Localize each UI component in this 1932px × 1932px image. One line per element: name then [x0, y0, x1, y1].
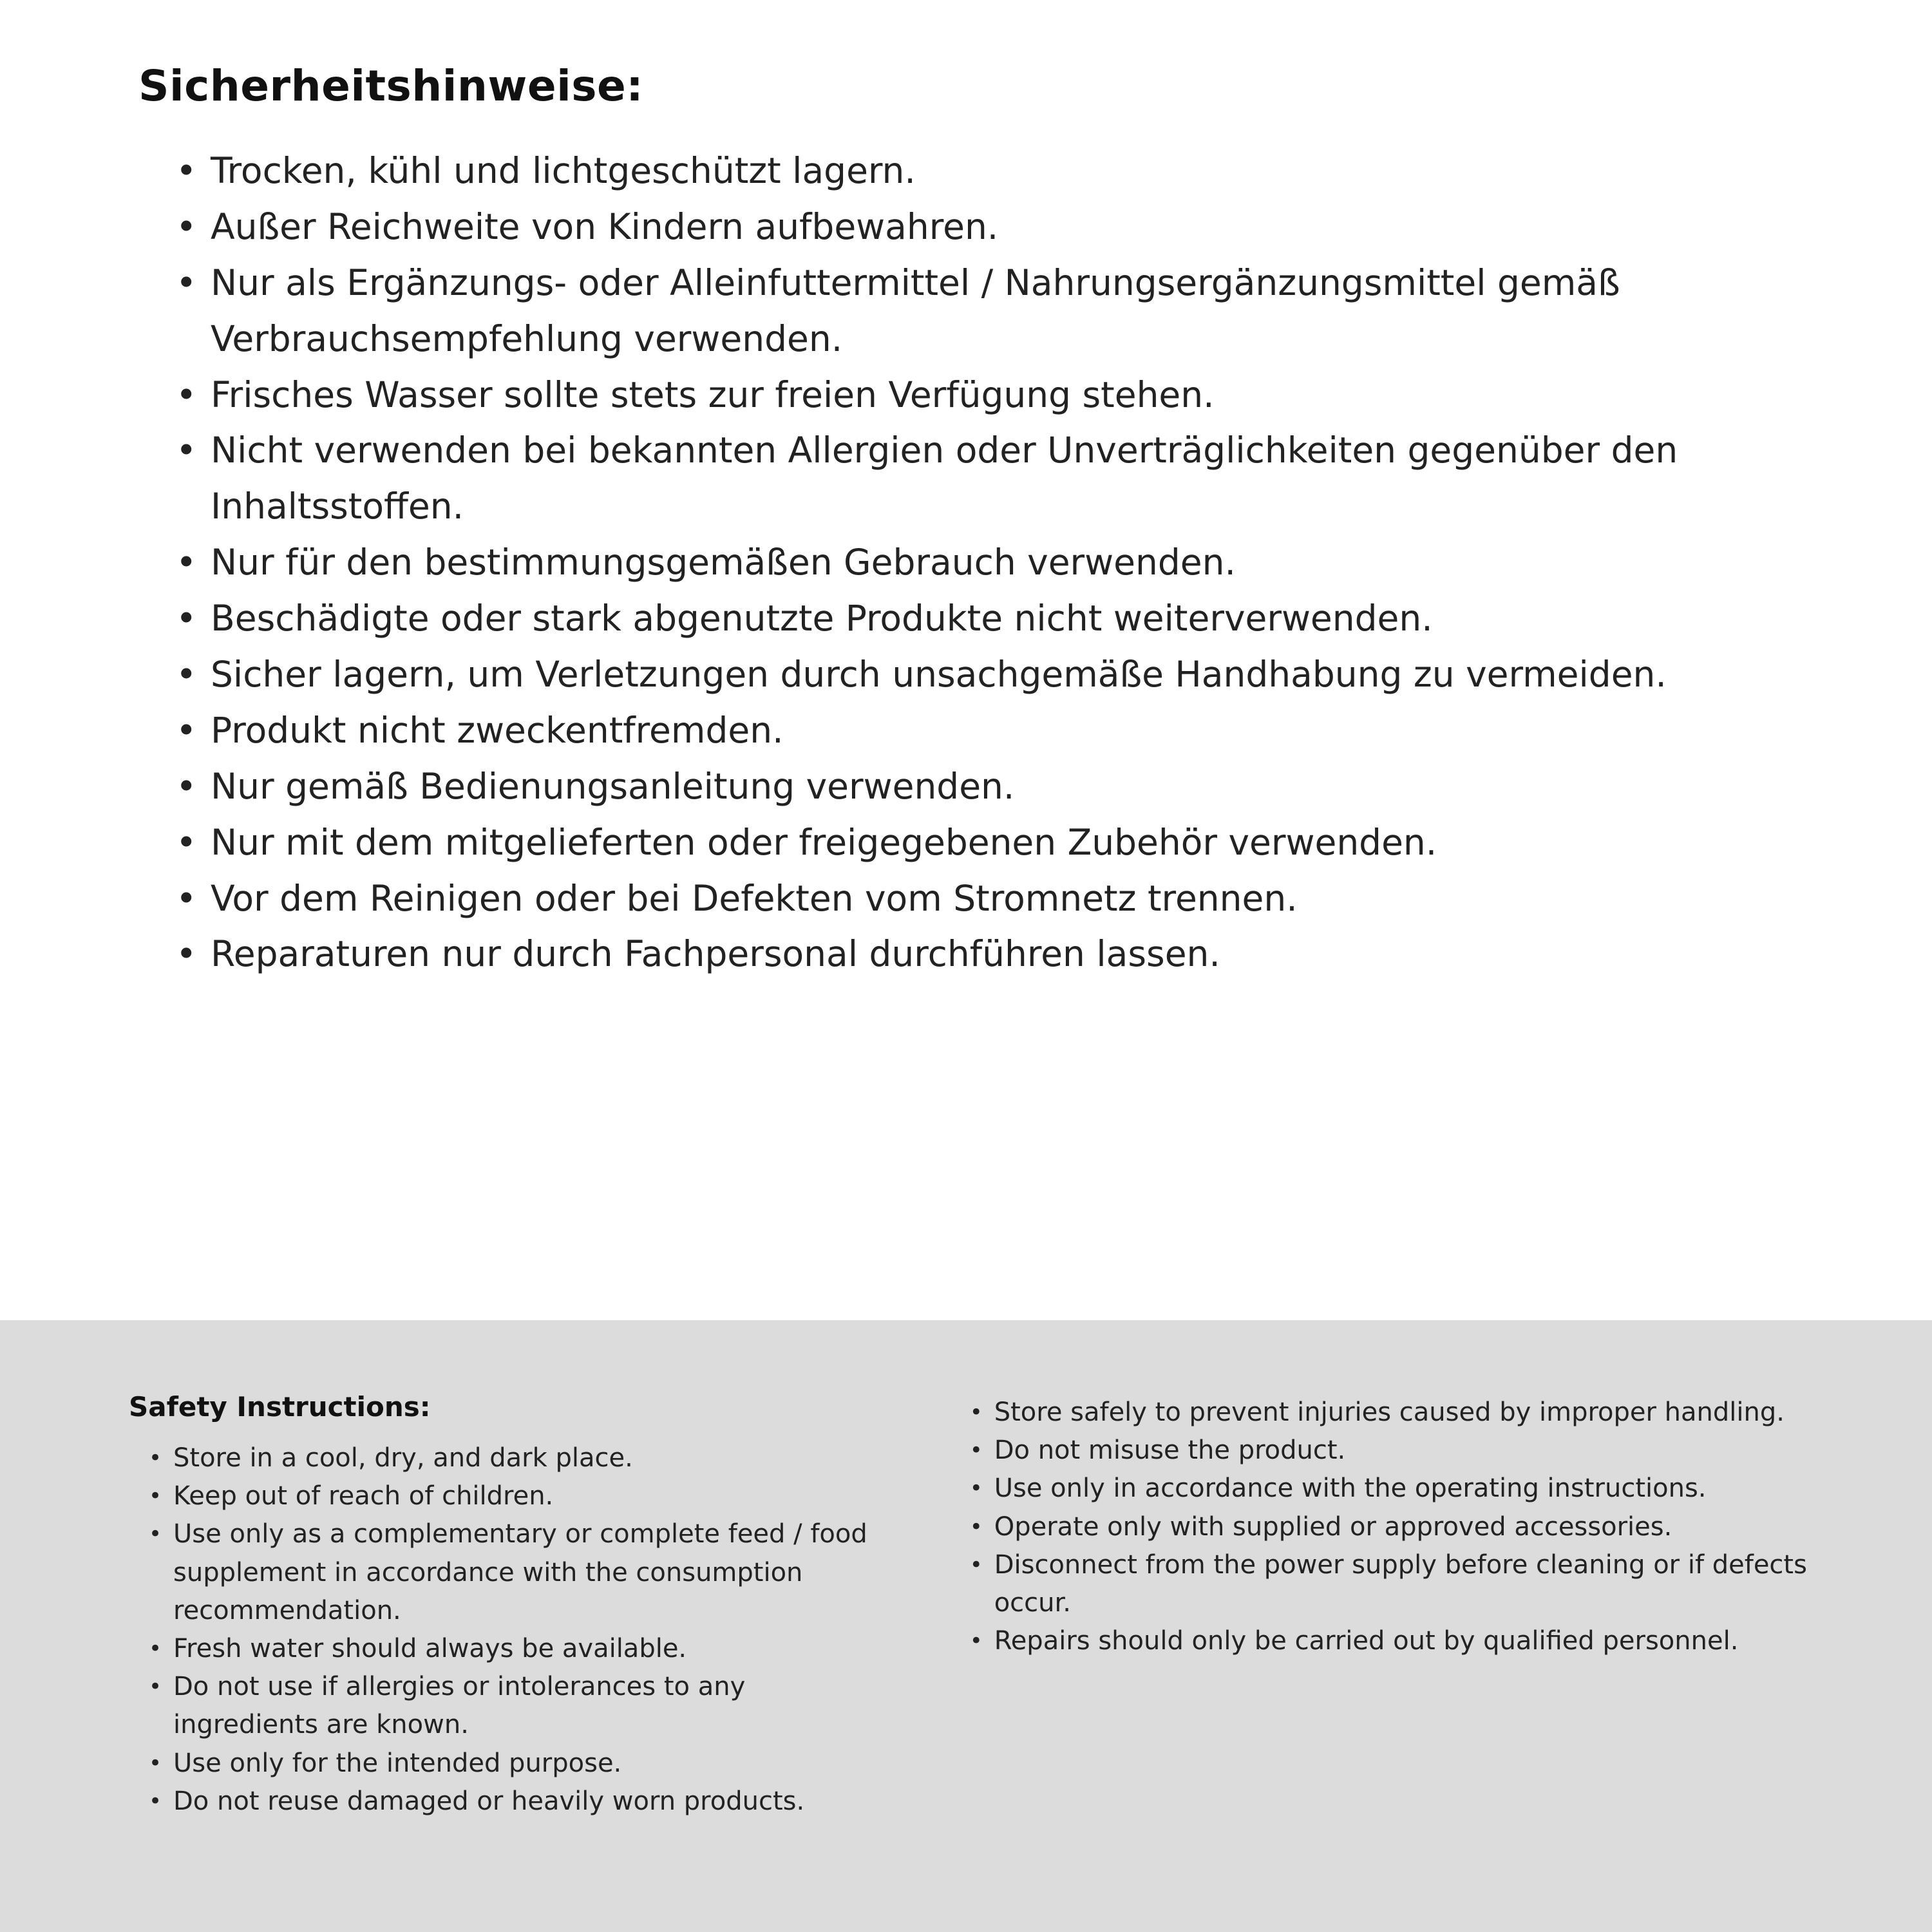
list-item-text: Use only for the intended purpose. [173, 1748, 622, 1778]
list-item-text: Nur mit dem mitgelieferten oder freigegebenen Zubehör verwenden. [211, 821, 1437, 863]
list-item-text: Nur gemäß Bedienungsanleitung verwenden. [211, 765, 1015, 807]
german-safety-list-item [171, 591, 1832, 647]
list-item-text: Beschädigte oder stark abgenutzte Produkte nicht weiterverwenden. [211, 598, 1433, 639]
english-safety-list-item [145, 1783, 889, 1821]
german-safety-list-item [171, 367, 1832, 423]
list-item-text: Repairs should only be carried out by qualified personnel. [994, 1626, 1739, 1656]
list-item-text: Do not reuse damaged or heavily worn products. [173, 1786, 805, 1816]
list-item-text: Vor dem Reinigen oder bei Defekten vom Stromnetz trennen. [211, 877, 1298, 919]
list-item-text: Disconnect from the power supply before cleaning or if defects occur. [994, 1549, 1807, 1618]
list-item-text: Nur für den bestimmungsgemäßen Gebrauch verwenden. [211, 542, 1236, 583]
english-safety-list-item [966, 1432, 1823, 1470]
english-section-title: Safety Instructions: [129, 1391, 431, 1423]
list-item-text: Store in a cool, dry, and dark place. [173, 1443, 633, 1473]
german-safety-list-item [171, 759, 1832, 815]
list-item-text: Trocken, kühl und lichtgeschützt lagern. [211, 150, 916, 191]
german-safety-list-item [171, 703, 1832, 759]
german-safety-list-item [171, 871, 1832, 927]
english-safety-list-item [966, 1546, 1823, 1622]
list-item-text: Keep out of reach of children. [173, 1481, 554, 1511]
list-item-text: Operate only with supplied or approved accessories. [994, 1511, 1672, 1542]
english-safety-list-right [966, 1394, 1823, 1660]
english-safety-list-item [966, 1394, 1823, 1432]
english-safety-list-item [966, 1470, 1823, 1508]
english-safety-list-item [966, 1508, 1823, 1546]
list-item-text: Nur als Ergänzungs- oder Alleinfuttermittel / Nahrungsergänzungsmittel gemäß Verbrauchsempfehlung verwenden. [211, 261, 1620, 359]
english-safety-list-item [145, 1745, 889, 1783]
list-item-text: Reparaturen nur durch Fachpersonal durchführen lassen. [211, 933, 1220, 975]
german-safety-list-item [171, 815, 1832, 871]
german-safety-list-item [171, 143, 1832, 199]
german-safety-list-item [171, 422, 1832, 535]
german-safety-list-item [171, 926, 1832, 982]
list-item-text: Use only as a complementary or complete feed / food supplement in accordance with the consumption recommendation. [173, 1519, 867, 1625]
english-safety-section [0, 1320, 1932, 1932]
english-safety-list-item [145, 1439, 889, 1477]
list-item-text: Store safely to prevent injuries caused by improper handling. [994, 1397, 1785, 1427]
english-safety-list-item [145, 1477, 889, 1515]
english-safety-list-item [145, 1668, 889, 1744]
list-item-text: Frisches Wasser sollte stets zur freien Verfügung stehen. [211, 374, 1215, 415]
english-left-column [129, 1391, 889, 1893]
english-right-column [966, 1391, 1823, 1893]
english-safety-list-left [129, 1439, 889, 1821]
german-safety-list-item [171, 647, 1832, 703]
list-item-text: Produkt nicht zweckentfremden. [211, 709, 784, 751]
list-item-text: Do not use if allergies or intolerances to any ingredients are known. [173, 1672, 746, 1740]
german-safety-list [138, 143, 1832, 982]
list-item-text: Sicher lagern, um Verletzungen durch unsachgemäße Handhabung zu vermeiden. [211, 654, 1667, 696]
list-item-text: Außer Reichweite von Kindern aufbewahren. [211, 205, 999, 247]
list-item-text: Nicht verwenden bei bekannten Allergien oder Unverträglichkeiten gegenüber den Inhaltsstoffen. [211, 430, 1678, 527]
german-safety-list-item [171, 535, 1832, 591]
german-safety-list-item [171, 255, 1832, 367]
german-safety-list-item [171, 199, 1832, 255]
list-item-text: Use only in accordance with the operating instructions. [994, 1473, 1707, 1504]
english-safety-list-item [145, 1630, 889, 1668]
english-safety-list-item [966, 1622, 1823, 1660]
list-item-text: Do not misuse the product. [994, 1435, 1346, 1466]
list-item-text: Fresh water should always be available. [173, 1633, 687, 1663]
german-section-title: Sicherheitshinweise: [138, 61, 644, 111]
english-safety-list-item [145, 1515, 889, 1630]
